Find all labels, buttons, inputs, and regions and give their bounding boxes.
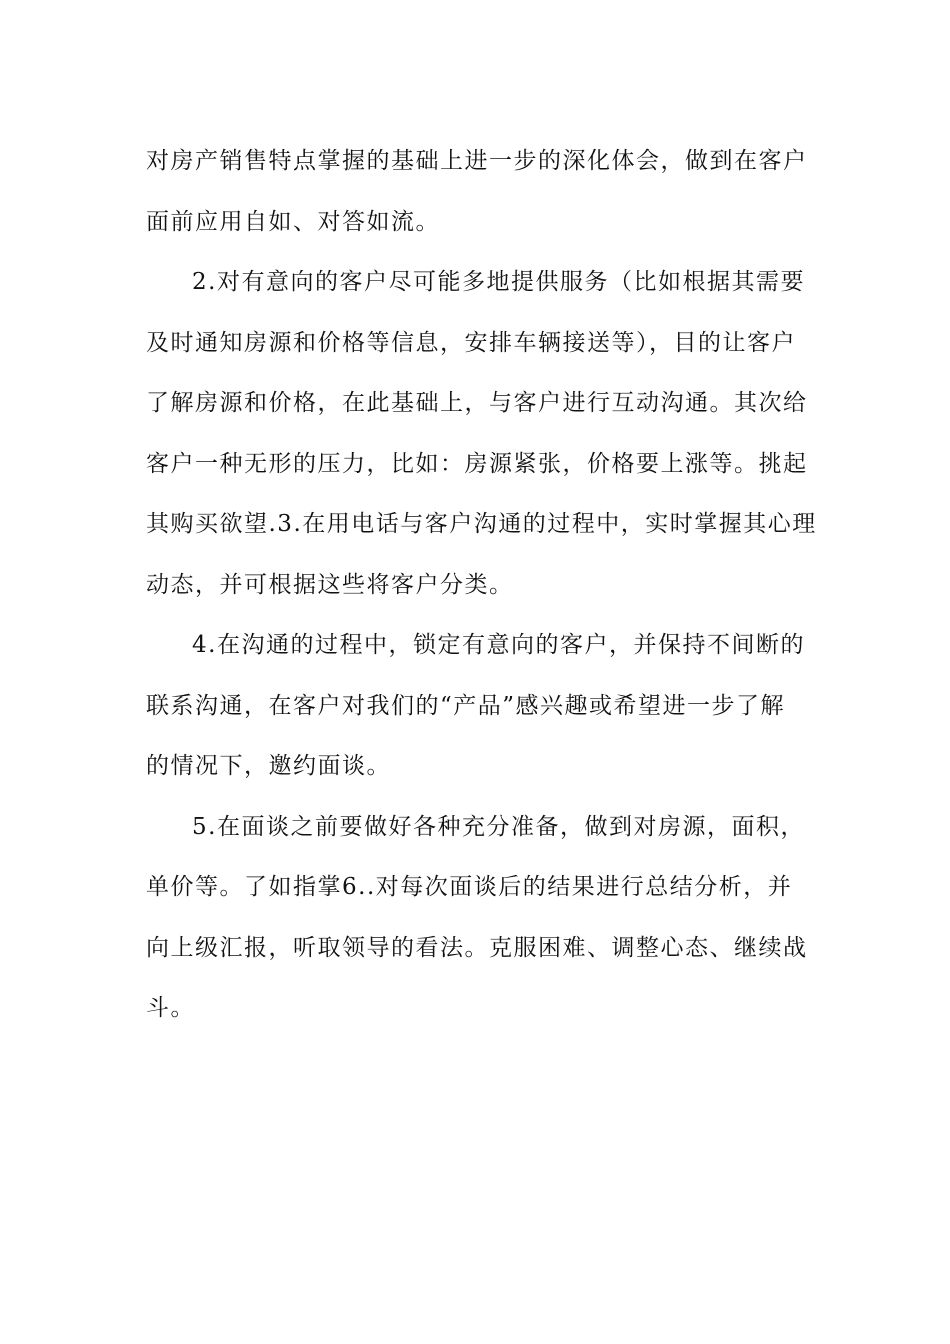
document-body [146,131,817,1039]
text-line: 了解房源和价格，在此基础上，与客户进行互动沟通。其次给 [146,390,808,416]
text-line: 对房产销售特点掌握的基础上进一步的深化体会，做到在客户 [146,148,808,174]
text-line: 5.在面谈之前要做好各种充分准备，做到对房源，面积， [192,813,805,840]
text-line: 的情况下，邀约面谈。 [146,753,391,779]
text-line: 2.对有意向的客户尽可能多地提供服务（比如根据其需要 [192,269,805,295]
text-line: 斗。 [146,995,195,1021]
text-line: 向上级汇报，听取领导的看法。克服困难、调整心态、继续战 [146,934,808,961]
text-line: 动态，并可根据这些将客户分类。 [146,571,514,598]
text-line: 客户一种无形的压力，比如：房源紧张，价格要上涨等。挑起 [146,450,808,477]
text-line: 面前应用自如、对答如流。 [146,208,440,235]
text-line: 4.在沟通的过程中，锁定有意向的客户，并保持不间断的 [192,632,805,658]
text-line: 单价等。了如指掌6..对每次面谈后的结果进行总结分析，并 [146,874,793,900]
text-line: 其购买欲望.3.在用电话与客户沟通的过程中，实时掌握其心理 [146,511,817,537]
text-line: 及时通知房源和价格等信息，安排车辆接送等），目的让客户 [146,329,796,356]
text-line: 联系沟通，在客户对我们的“产品”感兴趣或希望进一步了解 [146,692,786,719]
